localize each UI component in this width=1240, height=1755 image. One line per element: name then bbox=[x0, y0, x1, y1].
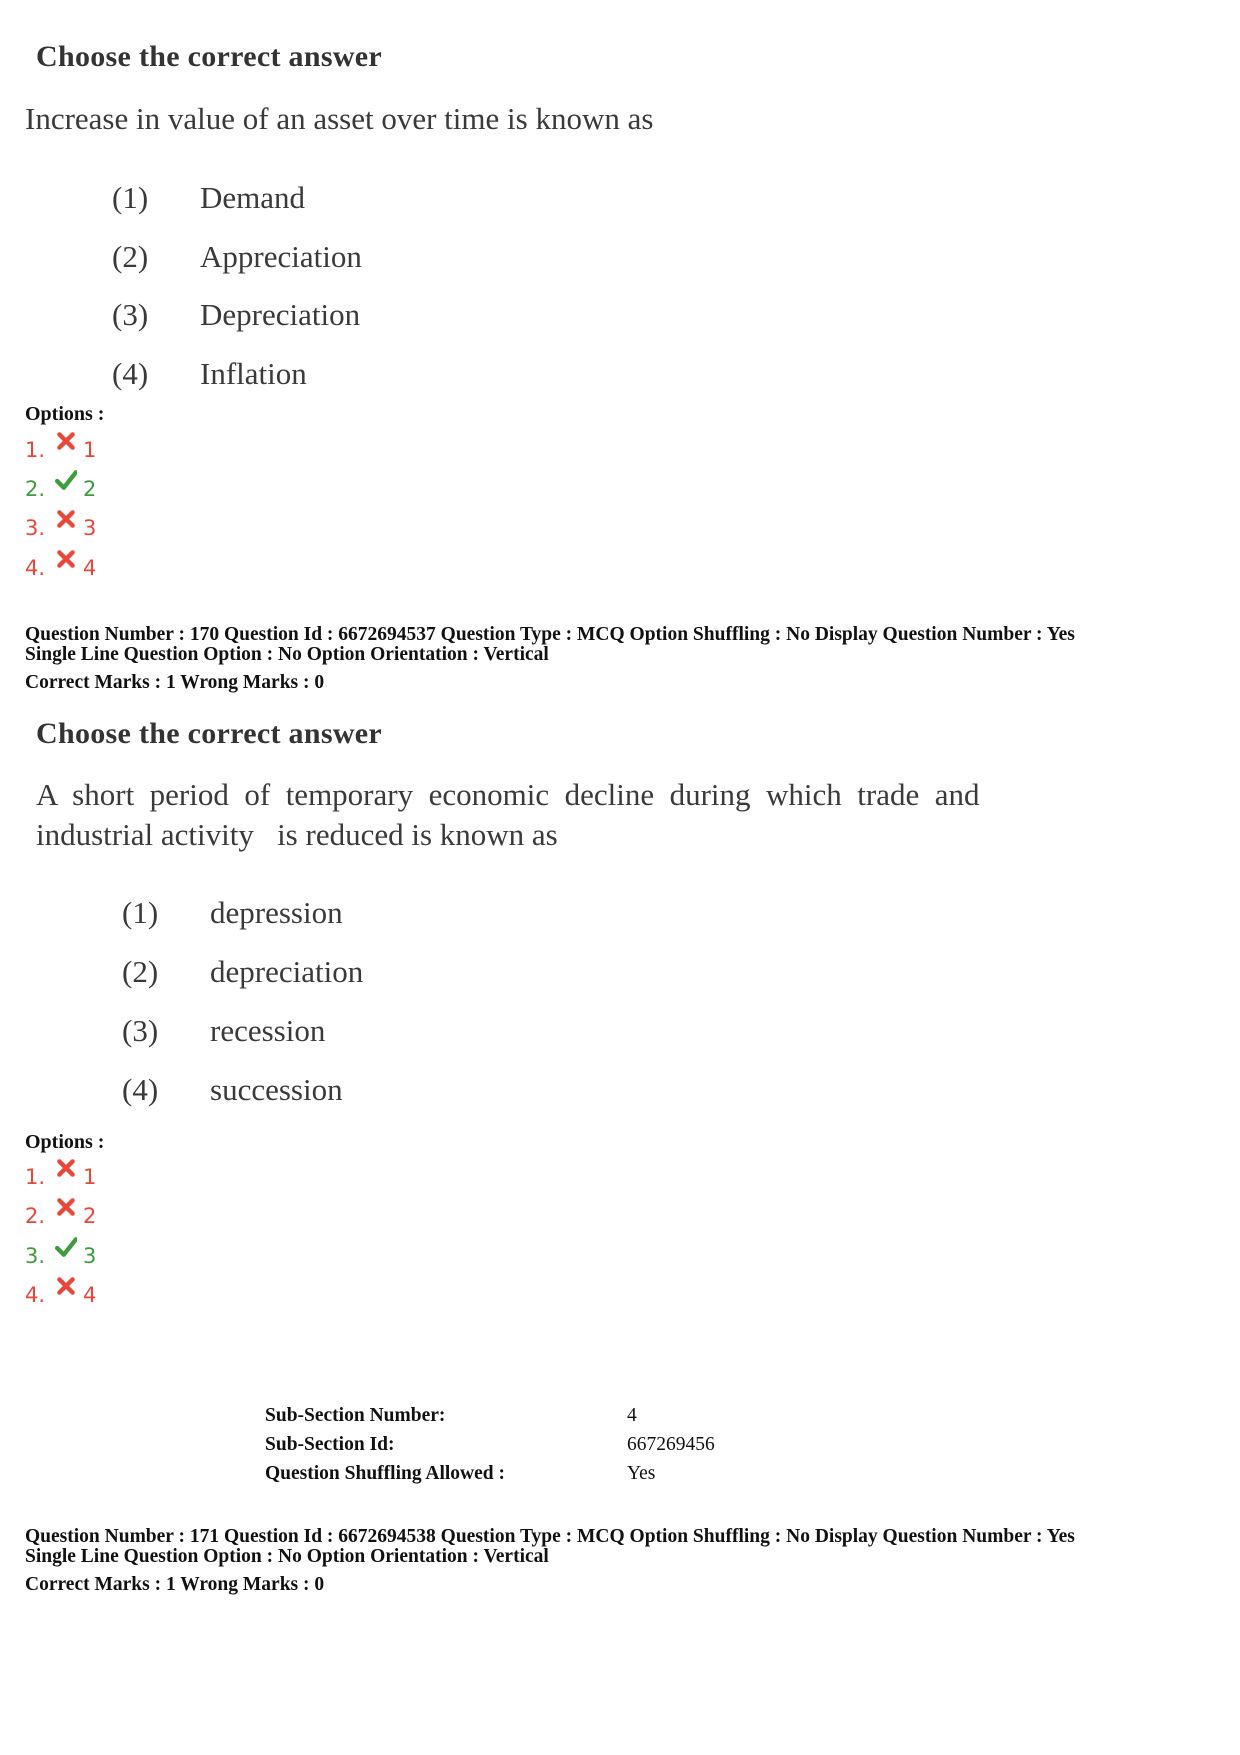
cross-icon bbox=[55, 508, 77, 530]
check-icon bbox=[55, 1236, 77, 1258]
subsection-id-value: 667269456 bbox=[627, 1434, 715, 1455]
question-text-line: A short period of temporary economic decline during which trade and bbox=[36, 777, 980, 812]
cross-icon bbox=[55, 1196, 77, 1218]
choice-text: Inflation bbox=[200, 356, 307, 391]
option-index: 2. bbox=[25, 1204, 46, 1228]
question-meta-line: Single Line Question Option : No Option Orientation : Vertical bbox=[25, 644, 549, 665]
option-index: 2. bbox=[25, 477, 46, 501]
option-index: 3. bbox=[25, 516, 46, 540]
cross-icon bbox=[55, 1275, 77, 1297]
question-text: Increase in value of an asset over time is known as bbox=[25, 101, 654, 136]
choice-number: (2) bbox=[112, 239, 149, 274]
choice-number: (4) bbox=[112, 356, 149, 391]
choice-number: (1) bbox=[112, 180, 149, 215]
question-shuffling-label: Question Shuffling Allowed : bbox=[265, 1463, 506, 1484]
question-meta-line: Question Number : 170 Question Id : 6672694537 Question Type : MCQ Option Shuffling : No Display Question Number : Yes bbox=[25, 624, 1075, 645]
choice-text: Depreciation bbox=[200, 297, 361, 332]
check-icon bbox=[55, 469, 77, 491]
cross-icon bbox=[55, 1157, 77, 1179]
subsection-number-label: Sub-Section Number: bbox=[265, 1405, 446, 1426]
option-index: 1. bbox=[25, 1165, 46, 1189]
cross-icon bbox=[55, 430, 77, 452]
choice-text: Appreciation bbox=[200, 239, 362, 274]
question-heading: Choose the correct answer bbox=[36, 717, 383, 750]
option-value: 3 bbox=[83, 516, 97, 540]
options-label: Options : bbox=[25, 1131, 105, 1153]
choice-text: recession bbox=[210, 1013, 326, 1048]
option-value: 2 bbox=[83, 1204, 97, 1228]
option-value: 1 bbox=[83, 1165, 97, 1189]
option-value: 2 bbox=[83, 477, 97, 501]
options-label: Options : bbox=[25, 403, 105, 425]
subsection-number-value: 4 bbox=[627, 1405, 637, 1426]
option-index: 4. bbox=[25, 556, 46, 580]
option-value: 4 bbox=[83, 556, 97, 580]
question-meta-line: Question Number : 171 Question Id : 6672694538 Question Type : MCQ Option Shuffling : No Display Question Number : Yes bbox=[25, 1526, 1075, 1547]
option-index: 1. bbox=[25, 438, 46, 462]
option-index: 4. bbox=[25, 1283, 46, 1307]
choice-number: (1) bbox=[122, 895, 159, 930]
choice-text: depression bbox=[210, 895, 343, 930]
option-value: 4 bbox=[83, 1283, 97, 1307]
question-meta-line: Single Line Question Option : No Option Orientation : Vertical bbox=[25, 1546, 549, 1567]
option-value: 3 bbox=[83, 1244, 97, 1268]
option-index: 3. bbox=[25, 1244, 46, 1268]
choice-text: succession bbox=[210, 1072, 343, 1107]
question-marks-line: Correct Marks : 1 Wrong Marks : 0 bbox=[25, 1574, 325, 1595]
choice-text: depreciation bbox=[210, 954, 364, 989]
question-heading: Choose the correct answer bbox=[36, 40, 383, 73]
choice-number: (4) bbox=[122, 1072, 159, 1107]
subsection-id-label: Sub-Section Id: bbox=[265, 1434, 395, 1455]
option-value: 1 bbox=[83, 438, 97, 462]
question-marks-line: Correct Marks : 1 Wrong Marks : 0 bbox=[25, 672, 325, 693]
choice-text: Demand bbox=[200, 180, 306, 215]
choice-number: (2) bbox=[122, 954, 159, 989]
question-text-line: industrial activity is reduced is known as bbox=[36, 817, 558, 852]
cross-icon bbox=[55, 548, 77, 570]
choice-number: (3) bbox=[112, 297, 149, 332]
question-shuffling-value: Yes bbox=[627, 1463, 656, 1484]
choice-number: (3) bbox=[122, 1013, 159, 1048]
